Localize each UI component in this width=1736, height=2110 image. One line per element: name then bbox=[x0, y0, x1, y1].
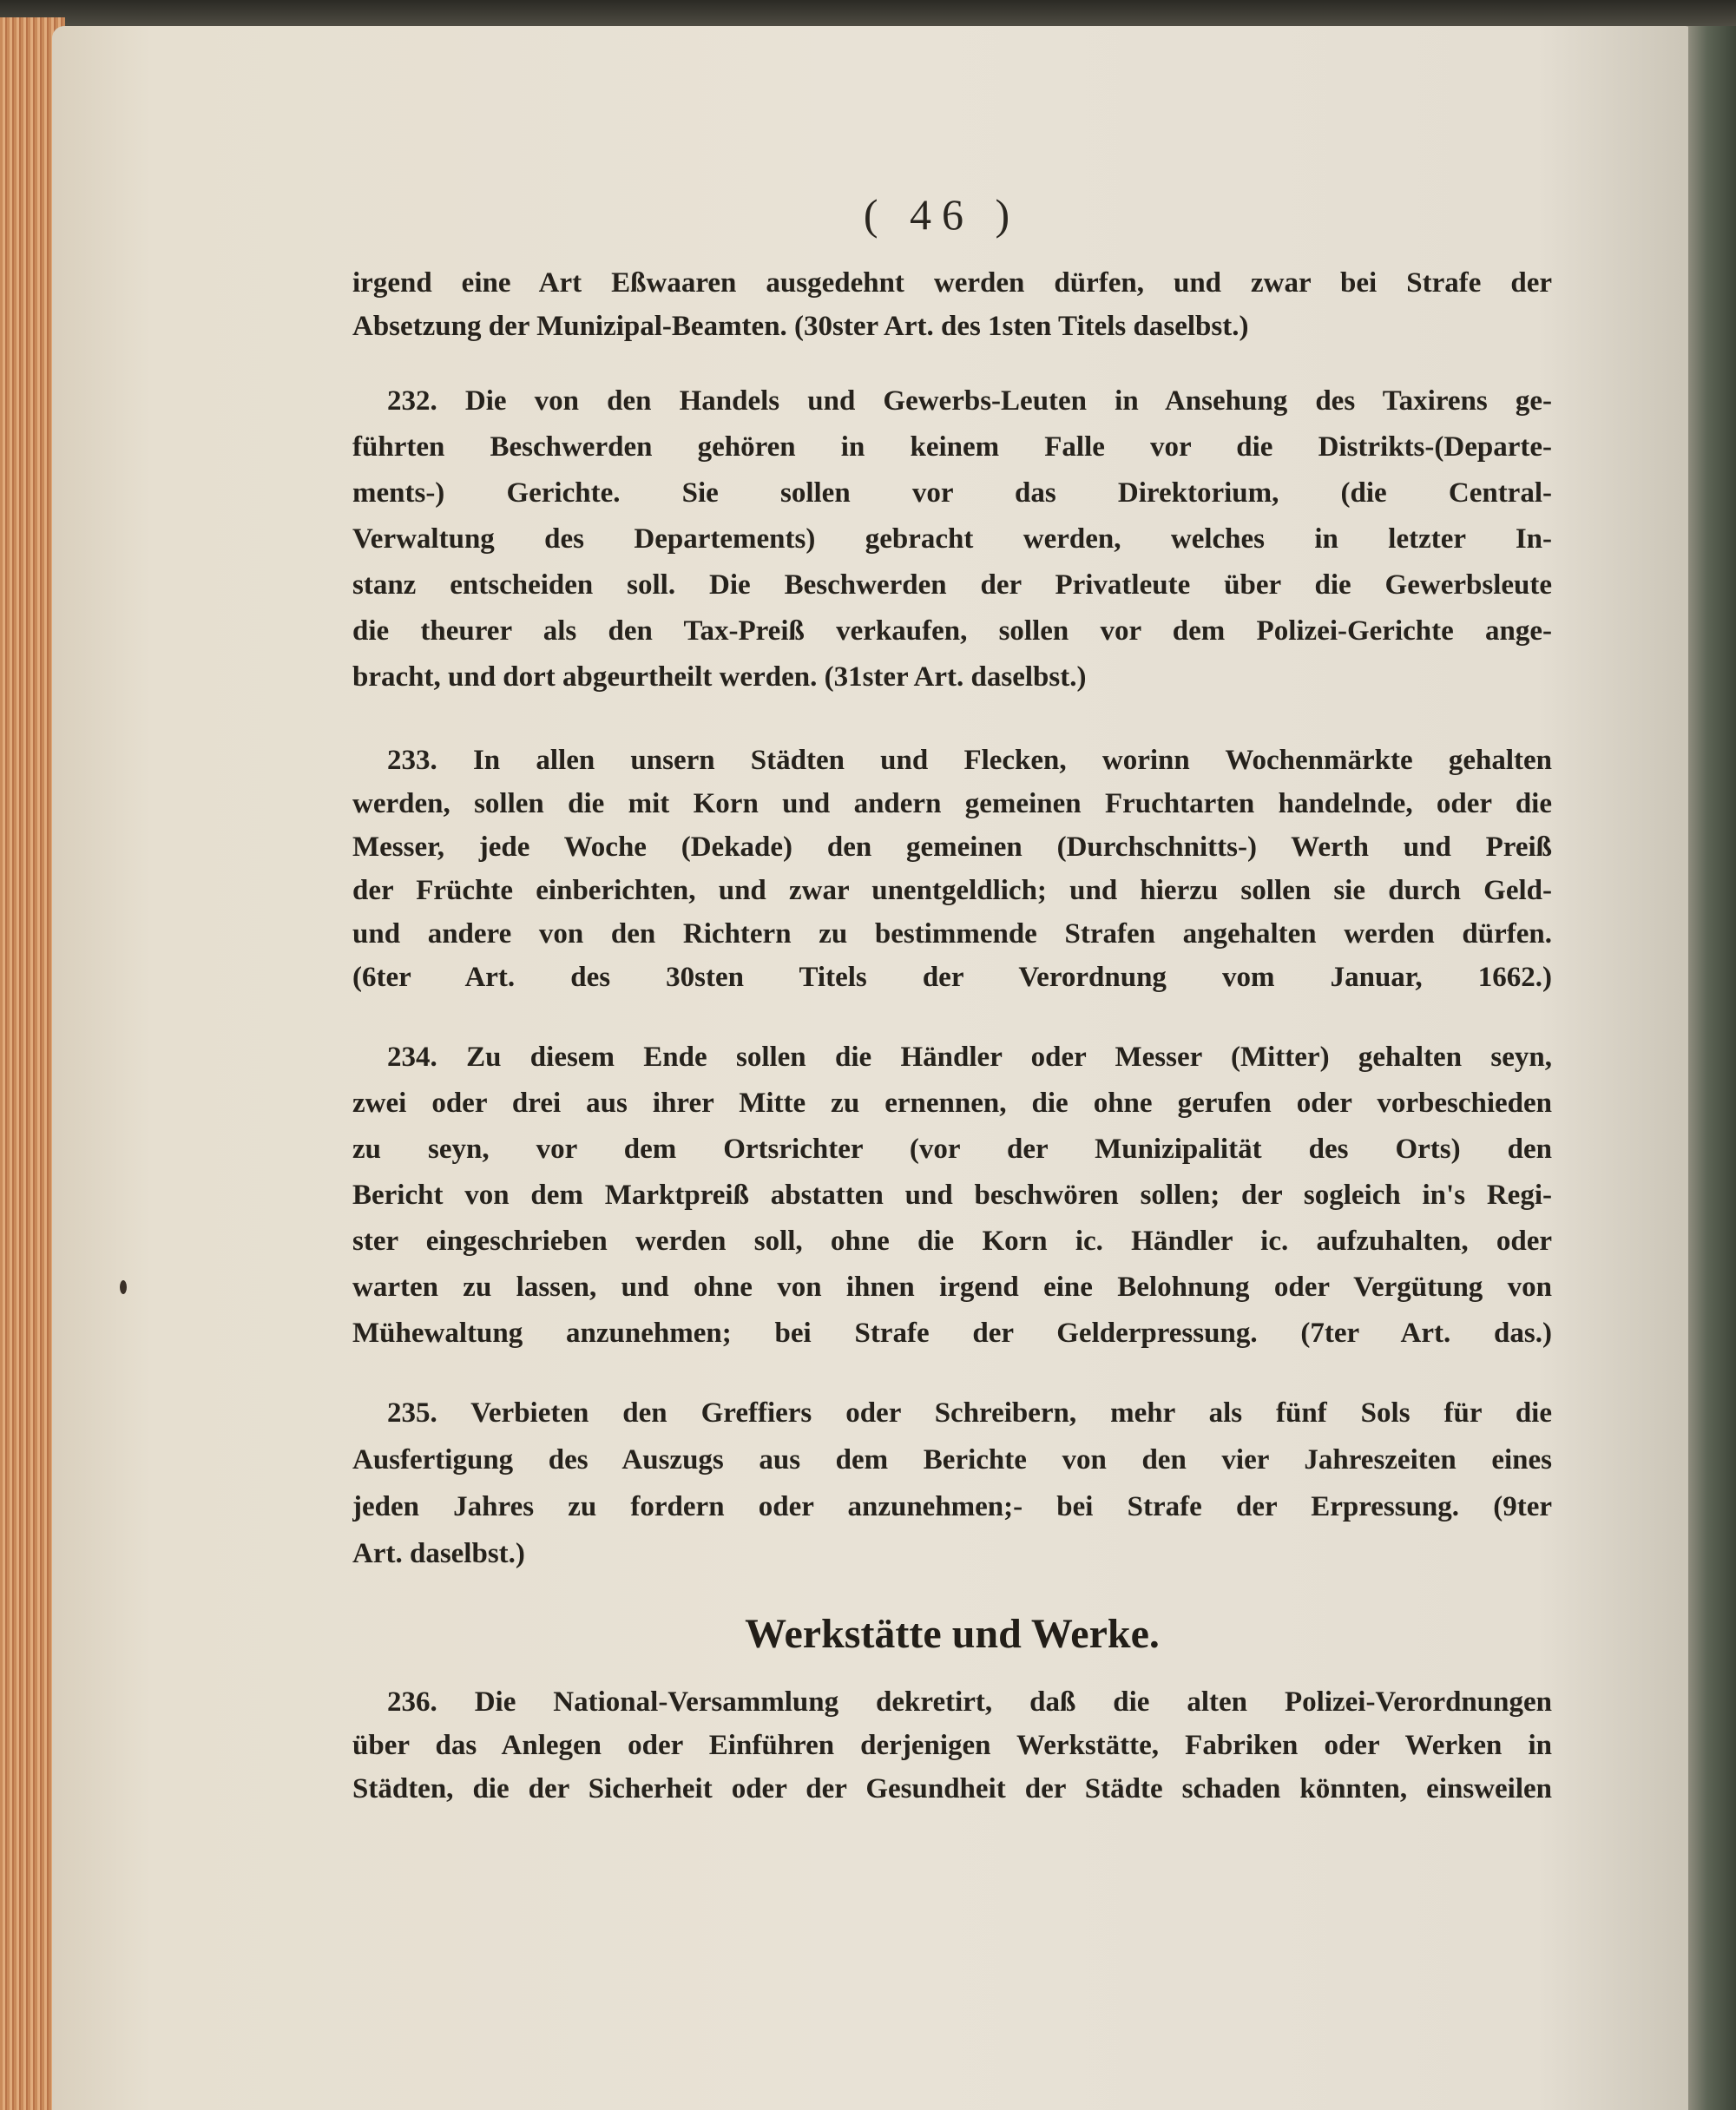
paragraph-232 bbox=[352, 378, 1552, 700]
text-line: Ausfertigung des Auszugs aus dem Berichte von den vier Jahreszeiten eines bbox=[352, 1444, 1552, 1476]
text-line: bracht, und dort abgeurtheilt werden. (31ster Art. daselbst.) bbox=[352, 661, 1087, 693]
text-line: Städten, die der Sicherheit oder der Gesundheit der Städte schaden könnten, einsweilen bbox=[352, 1773, 1552, 1804]
text-line: 233. In allen unsern Städten und Flecken, worinn Wochenmärkte gehalten bbox=[387, 745, 1552, 776]
text-line: über das Anlegen oder Einführen derjenigen Werkstätte, Fabriken oder Werken in bbox=[352, 1730, 1552, 1761]
text-line: zwei oder drei aus ihrer Mitte zu ernennen, die ohne gerufen oder vorbeschieden bbox=[352, 1088, 1552, 1119]
ink-spot bbox=[120, 1280, 127, 1294]
text-line: Bericht von dem Marktpreiß abstatten und beschwören sollen; der sogleich in's Regi- bbox=[352, 1180, 1552, 1211]
text-line: 232. Die von den Handels und Gewerbs-Leuten in Ansehung des Taxirens ge- bbox=[387, 385, 1552, 417]
section-heading: Werkstätte und Werke. bbox=[745, 1611, 1160, 1657]
text-line: führten Beschwerden gehören in keinem Falle vor die Distrikts-(Departe- bbox=[352, 431, 1552, 463]
text-line: der Früchte einberichten, und zwar unentgeldlich; und hierzu sollen sie durch Geld- bbox=[352, 875, 1552, 906]
text-line: ments-) Gerichte. Sie sollen vor das Direktorium, (die Central- bbox=[352, 477, 1552, 509]
text-line: (6ter Art. des 30sten Titels der Verordnung vom Januar, 1662.) bbox=[352, 962, 1552, 993]
page-number: ( 46 ) bbox=[863, 190, 1021, 239]
text-line: werden, sollen die mit Korn und andern gemeinen Fruchtarten handelnde, oder die bbox=[352, 788, 1552, 819]
paragraph-continuation bbox=[352, 261, 1552, 348]
paragraph-236 bbox=[352, 1680, 1552, 1811]
text-line: die theurer als den Tax-Preiß verkaufen, sollen vor dem Polizei-Gerichte ange- bbox=[352, 615, 1552, 647]
paragraph-233 bbox=[352, 739, 1552, 999]
text-line: 235. Verbieten den Greffiers oder Schreibern, mehr als fünf Sols für die bbox=[387, 1397, 1552, 1429]
text-line: stanz entscheiden soll. Die Beschwerden der Privatleute über die Gewerbsleute bbox=[352, 569, 1552, 601]
paragraph-235 bbox=[352, 1390, 1552, 1577]
text-line: Art. daselbst.) bbox=[352, 1538, 525, 1569]
text-line: Verwaltung des Departements) gebracht werden, welches in letzter In- bbox=[352, 523, 1552, 555]
text-line: warten zu lassen, und ohne von ihnen irgend eine Belohnung oder Vergütung von bbox=[352, 1272, 1552, 1303]
text-line: irgend eine Art Eßwaaren ausgedehnt werden dürfen, und zwar bei Strafe der bbox=[352, 267, 1552, 299]
text-line: jeden Jahres zu fordern oder anzunehmen;- bei Strafe der Erpressung. (9ter bbox=[352, 1491, 1552, 1522]
book-cover-edge bbox=[1688, 26, 1736, 2110]
text-line: 236. Die National-Versammlung dekretirt, daß die alten Polizei-Verordnungen bbox=[387, 1686, 1552, 1718]
text-line: Messer, jede Woche (Dekade) den gemeinen (Durchschnitts-) Werth und Preiß bbox=[352, 832, 1552, 863]
paragraph-234 bbox=[352, 1035, 1552, 1357]
text-line: ster eingeschrieben werden soll, ohne die Korn ic. Händler ic. aufzuhalten, oder bbox=[352, 1226, 1552, 1257]
text-line: Mühewaltung anzunehmen; bei Strafe der Gelderpressung. (7ter Art. das.) bbox=[352, 1318, 1552, 1349]
text-line: und andere von den Richtern zu bestimmende Strafen angehalten werden dürfen. bbox=[352, 918, 1552, 950]
text-line: Absetzung der Munizipal-Beamten. (30ster Art. des 1sten Titels daselbst.) bbox=[352, 311, 1249, 342]
text-line: zu seyn, vor dem Ortsrichter (vor der Munizipalität des Orts) den bbox=[352, 1134, 1552, 1165]
text-line: 234. Zu diesem Ende sollen die Händler oder Messer (Mitter) gehalten seyn, bbox=[387, 1042, 1552, 1073]
